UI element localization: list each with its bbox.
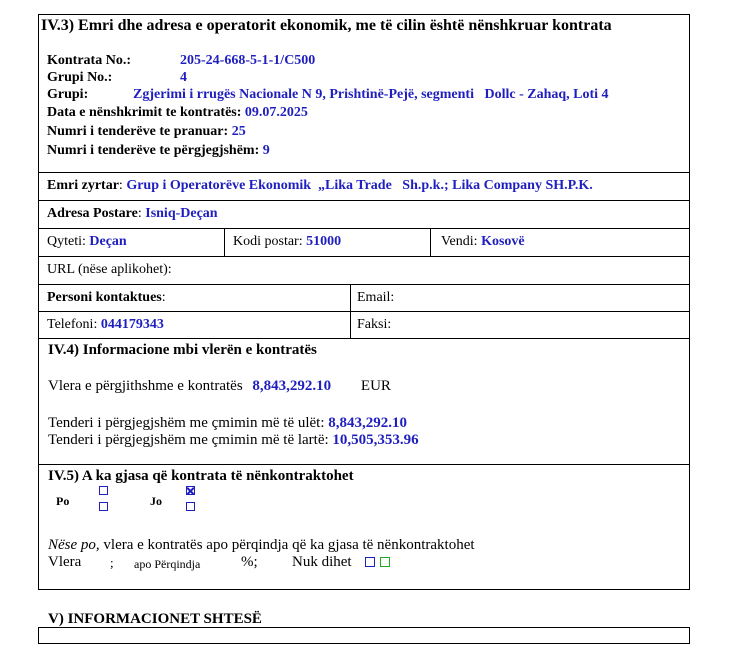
nese-po-row [48,536,475,554]
semicolon: ; [110,555,114,570]
telefoni-label: Telefoni: [47,317,98,332]
data-nenshkrimit-value: 09.07.2025 [244,105,308,120]
nuk-dihet-label: Nuk dihet [292,554,352,570]
section-iv5-heading: IV.5) A ka gjasa që kontrata të nënkontraktohet [48,468,354,484]
section-v-box [38,627,690,644]
personi-label: Personi kontaktues [47,290,162,305]
jo-checkbox-checked[interactable] [186,486,195,495]
numri-pranuar-value: 25 [231,124,246,139]
po-checkbox[interactable] [99,502,108,511]
nese-po-italic: Nëse po, [48,537,100,553]
numri-pergjegjshem-value: 9 [262,143,270,158]
qyteti-value: Deçan [89,234,127,249]
nese-po-rest: vlera e kontratës apo përqindja që ka gjasa të nënkontraktohet [99,537,475,553]
po-label: Po [56,494,70,508]
po-checkbox-top[interactable] [99,486,108,495]
faksi-label: Faksi: [357,317,392,332]
data-nenshkrimit-label: Data e nënshkrimit te kontratës: [47,105,242,120]
qyteti-row [47,233,127,250]
divider [38,256,690,257]
vlera-subcontract-label: Vlera [48,554,82,570]
numri-pergjegjshem-row [47,142,270,159]
larte-row [48,431,419,449]
apo-perqindja-label: apo Përqindja [134,557,201,571]
divider [224,228,225,256]
telefoni-row [47,316,164,333]
emri-zyrtar-label: Emri zyrtar [47,178,119,193]
divider [38,311,690,312]
grupi-label: Grupi: [47,87,89,102]
emri-zyrtar-row: Emri zyrtar: Grup i Operatorëve Ekonomik „Lika Trade Sh.p.k.; Lika Company SH.P.K. [47,178,593,193]
divider [350,284,351,339]
vendi-value: Kosovë [481,234,525,249]
vendi-row [441,233,525,250]
ulet-value: 8,843,292.10 [328,415,408,431]
numri-pranuar-row [47,123,246,140]
divider [38,200,690,201]
data-nenshkrimit-row [47,104,308,121]
vendi-label: Vendi: [441,234,478,249]
numri-pranuar-label: Numri i tenderëve te pranuar: [47,124,229,139]
ulet-row [48,414,407,432]
grupi-no-value: 4 [180,70,187,85]
vlera-label: Vlera e përgjithshme e kontratës [48,378,243,394]
adresa-value: Isniq-Deçan [145,206,218,221]
section-v-heading: V) INFORMACIONET SHTESË [48,611,262,627]
kodi-row [233,233,341,250]
vlera-row [48,377,391,395]
email-label: Email: [357,290,395,305]
nuk-dihet-checkbox-green[interactable] [380,557,390,567]
grupi-no-label: Grupi No.: [47,70,113,85]
qyteti-label: Qyteti: [47,234,86,249]
telefoni-value: 044179343 [100,317,164,332]
vlera-value: 8,843,292.10 [252,378,332,394]
kontrata-label: Kontrata No.: [47,53,131,68]
currency: EUR [360,378,391,394]
section-iv3-heading: IV.3) Emri dhe adresa e operatorit ekonomik, me të cilin është nënshkruar kontrata [41,17,612,34]
jo-checkbox[interactable] [186,502,195,511]
larte-label: Tenderi i përgjegjshëm me çmimin më të lartë: [48,432,329,448]
divider [38,172,690,173]
adresa-row: Adresa Postare: Isniq-Deçan [47,206,218,221]
section-iv4-heading: IV.4) Informacione mbi vlerën e kontratës [48,342,317,358]
kontrata-value: 205-24-668-5-1-1/C500 [180,53,316,68]
larte-value: 10,505,353.96 [332,432,419,448]
url-label: URL (nëse aplikohet): [47,262,172,277]
divider [38,228,690,229]
kodi-value: 51000 [306,234,342,249]
jo-label: Jo [150,494,162,508]
emri-zyrtar-value: Grup i Operatorëve Ekonomik „Lika Trade Sh.p.k.; Lika Company SH.P.K. [126,178,593,193]
ulet-label: Tenderi i përgjegjshëm me çmimin më të ulët: [48,415,325,431]
numri-pergjegjshem-label: Numri i tenderëve te përgjegjshëm: [47,143,260,158]
kodi-label: Kodi postar: [233,234,303,249]
personi-row: Personi kontaktues: [47,290,166,305]
divider [430,228,431,256]
grupi-value: Zgjerimi i rrugës Nacionale N 9, Prishtinë-Pejë, segmenti Dollc - Zahaq, Loti 4 [133,87,609,102]
adresa-label: Adresa Postare [47,206,138,221]
nuk-dihet-checkbox-blue[interactable] [365,557,375,567]
divider [38,284,690,285]
percent-label: %; [241,554,258,570]
